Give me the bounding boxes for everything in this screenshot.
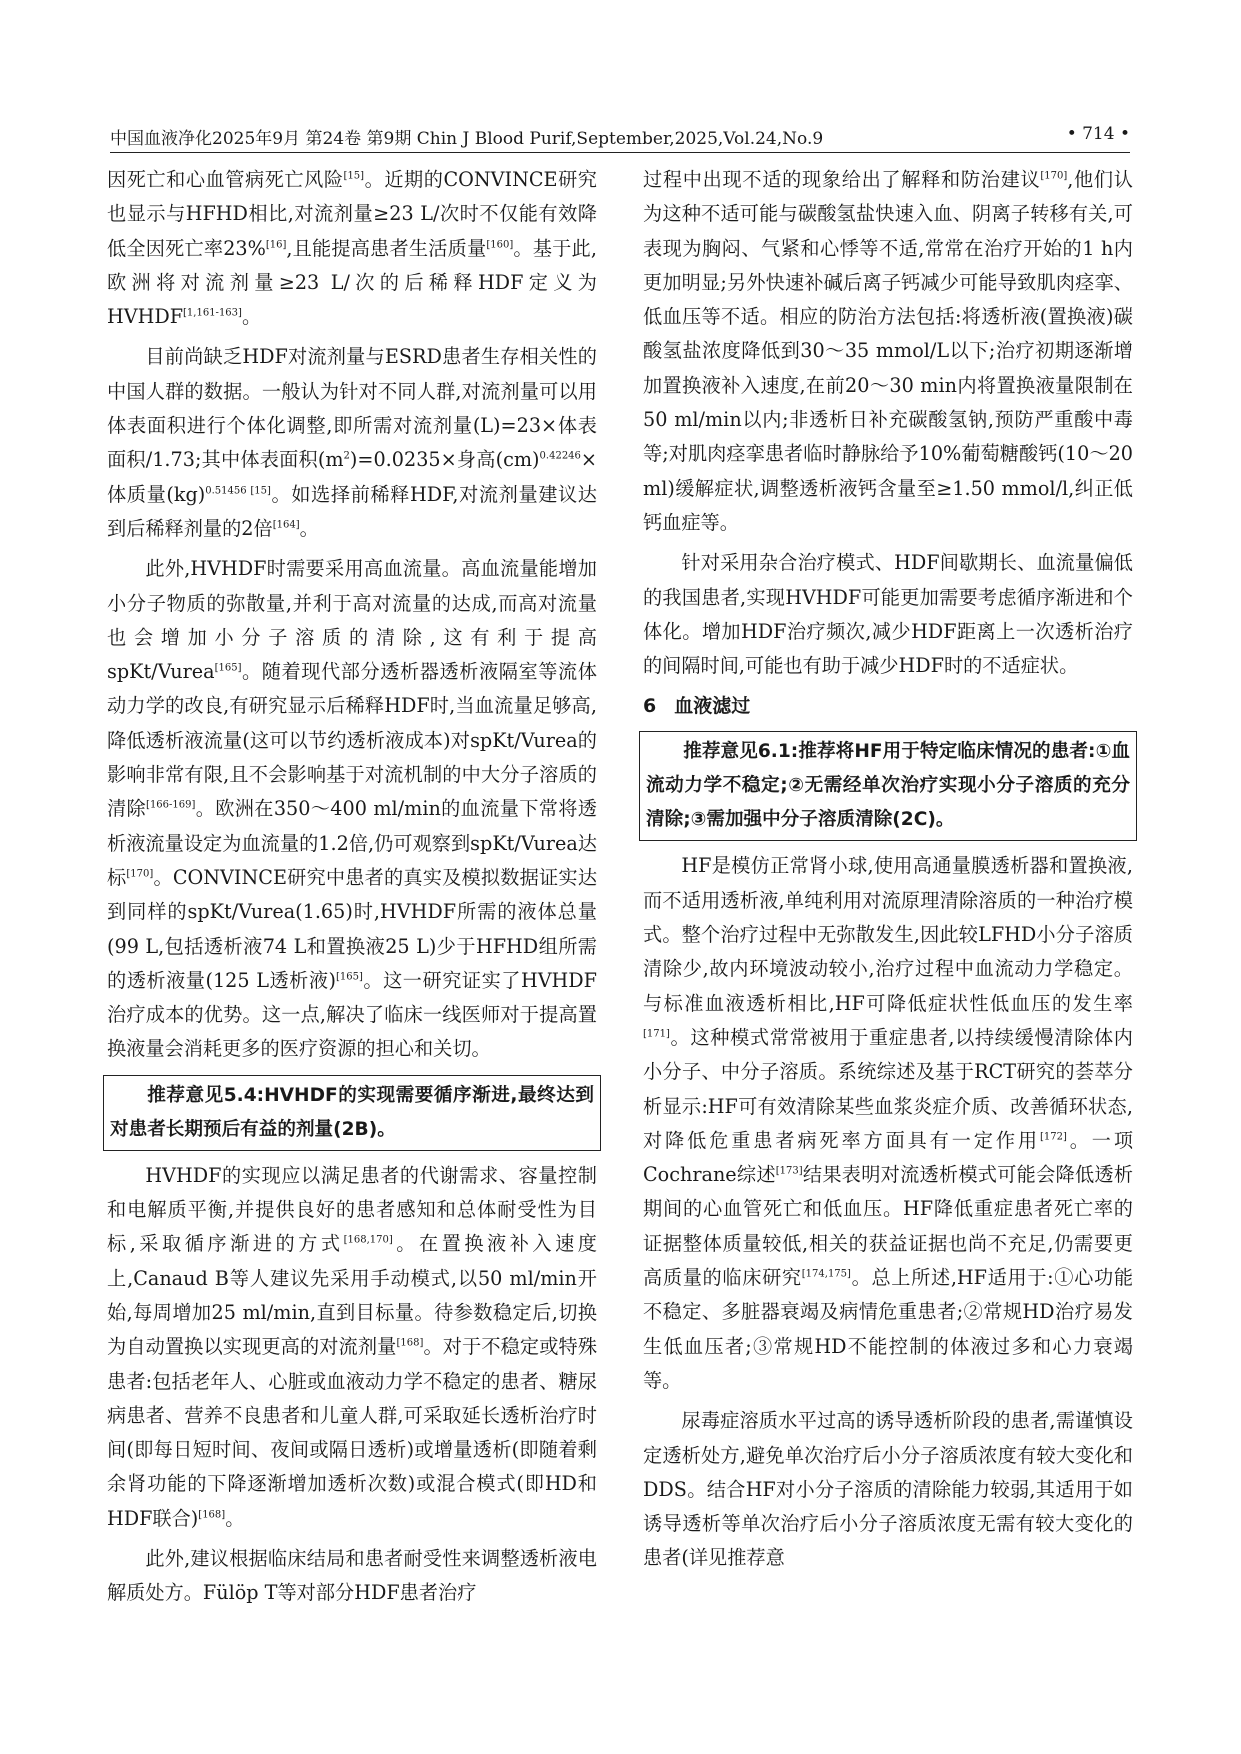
paragraph: 此外,HVHDF时需要采用高血流量。高血流量能增加小分子物质的弥散量,并利于高对流量的达成,而高对流量也会增加小分子溶质的清除,这有利于提高spKt/Vurea[165]。随着现代部分透析器透析液隔室等流体动力学的改良,有研究显示后稀释HDF时,当血流量足够高,降低透析液流量(这可以节约透析液成本)对spKt/Vurea的影响非常有限,且不会影响基于对流机制的中大分子溶质的清除[166-169]。欧洲在350～400 ml/min的血流量下常将透析液流量设定为血流量的1.2倍,仍可观察到spKt/Vurea达标[170]。CONVINCE研究中患者的真实及模拟数据证实达到同样的spKt/Vurea(1.65)时,HVHDF所需的液体总量(99 L,包括透析液74 L和置换液25 L)少于HFHD组所需的透析液量(125 L透析液)[165]。这一研究证实了HVHDF治疗成本的优势。这一点,解决了临床一线医师对于提高置换液量会消耗更多的医疗资源的担心和关切。 xyxy=(107,557,598,1061)
paragraph: HF是模仿正常肾小球,使用高通量膜透析器和置换液,而不适用透析液,单纯利用对流原理清除溶质的一种治疗模式。整个治疗过程中无弥散发生,因此较LFHD小分子溶质清除少,故内环境波动较小,治疗过程中血流动力学稳定。与标准血液透析相比,HF可降低症状性低血压的发生率[171]。这种模式常常被用于重症患者,以持续缓慢清除体内小分子、中分子溶质。系统综述及基于RCT研究的荟萃分析显示:HF可有效清除某些血浆炎症介质、改善循环状态,对降低危重患者病死率方面具有一定作用[172]。一项Cochrane综述[173]结果表明对流透析模式可能会降低透析期间的心血管死亡和低血压。HF降低重症患者死亡率的证据整体质量较低,相关的获益证据也尚不充足,仍需要更高质量的临床研究[174,175]。总上所述,HF适用于:①心功能不稳定、多脏器衰竭及病情危重患者;②常规HD治疗易发生低血压者;③常规HD不能控制的体液过多和心力衰竭等。 xyxy=(643,854,1134,1392)
paragraph: 因死亡和心血管病死亡风险[15]。近期的CONVINCE研究也显示与HFHD相比,对流剂量≥23 L/次时不仅能有效降低全因死亡率23%[16],且能提高患者生活质量[160]。基于此,欧洲将对流剂量≥23 L/次的后稀释HDF定义为HVHDF[1,161-163]。 xyxy=(107,168,597,329)
right-column xyxy=(643,163,1133,1576)
paragraph: 目前尚缺乏HDF对流剂量与ESRD患者生存相关性的中国人群的数据。一般认为针对不同人群,对流剂量可以用体表面积进行个体化调整,即所需对流剂量(L)=23×体表面积/1.73;其中体表面积$(m^2)=0.0235\times$身高(cm)$^{0.42246}$×体质量(kg)$^{0.51456 [15]}$。如选择前稀释HDF,对流剂量建议达到后稀释剂量的2倍[164]。 xyxy=(107,345,597,540)
paragraph: 过程中出现不适的现象给出了解释和防治建议[170],他们认为这种不适可能与碳酸氢盐快速入血、阴离子转移有关,可表现为胸闷、气紧和心悸等不适,常常在治疗开始的1 h内更加明显;另外快速补碱后离子钙减少可能导致肌肉痉挛、低血压等不适。相应的防治方法包括:将透析液(置换液)碳酸氢盐浓度降低到30～35 mmol/L以下;治疗初期逐渐增加置换液补入速度,在前20～30 min内将置换液量限制在50 ml/min以内;非透析日补充碳酸氢钠,预防严重酸中毒等;对肌肉痉挛患者临时静脉给予10%葡萄糖酸钙(10～20 ml)缓解症状,调整透析液钙含量至≥1.50 mmol/l,纠正低钙血症等。 xyxy=(643,168,1133,534)
paragraph: 尿毒症溶质水平过高的诱导透析阶段的患者,需谨慎设定透析处方,避免单次治疗后小分子溶质浓度有较大变化和DDS。结合HF对小分子溶质的清除能力较弱,其适用于如诱导透析等单次治疗后小分子溶质浓度无需有较大变化的患者(详见推荐意 xyxy=(643,1409,1133,1570)
recommendation-box: 推荐意见5.4:HVHDF的实现需要循序渐进,最终达到对患者长期预后有益的剂量(2B)。 xyxy=(103,1075,601,1151)
paragraph: HVHDF的实现应以满足患者的代谢需求、容量控制和电解质平衡,并提供良好的患者感知和总体耐受性为目标,采取循序渐进的方式[168,170]。在置换液补入速度上,Canaud B等人建议先采用手动模式,以50 ml/min开始,每周增加25 ml/min,直到目标量。待参数稳定后,切换为自动置换以实现更高的对流剂量[168]。对于不稳定或特殊患者:包括老年人、心脏或血液动力学不稳定的患者、糖尿病患者、营养不良患者和儿童人群,可采取延长透析治疗时间(即每日短时间、夜间或隔日透析)或增量透析(即随着剩余肾功能的下降逐渐增加透析次数)或混合模式(即HD和HDF联合)[168]。 xyxy=(107,1163,598,1530)
recommendation-box: 推荐意见6.1:推荐将HF用于特定临床情况的患者:①血流动力学不稳定;②无需经单次治疗实现小分子溶质的充分清除;③需加强中分子溶质清除(2C)。 xyxy=(639,731,1137,841)
paragraph: 针对采用杂合治疗模式、HDF间歇期长、血流量偏低的我国患者,实现HVHDF可能更加需要考虑循序渐进和个体化。增加HDF治疗频次,减少HDF距离上一次透析治疗的间隔时间,可能也有助于减少HDF时的不适症状。 xyxy=(643,551,1133,678)
page-number: • 714 • xyxy=(1066,124,1130,144)
section-heading: 6 血液滤过 xyxy=(643,695,751,718)
paragraph: 此外,建议根据临床结局和患者耐受性来调整透析液电解质处方。Fülöp T等对部分HDF患者治疗 xyxy=(107,1546,597,1605)
left-column xyxy=(107,163,597,1611)
journal-citation: 中国血液净化2025年9月 第24卷 第9期 Chin J Blood Purif,September,2025,Vol.24,No.9 xyxy=(110,129,824,149)
running-header xyxy=(110,124,1130,153)
